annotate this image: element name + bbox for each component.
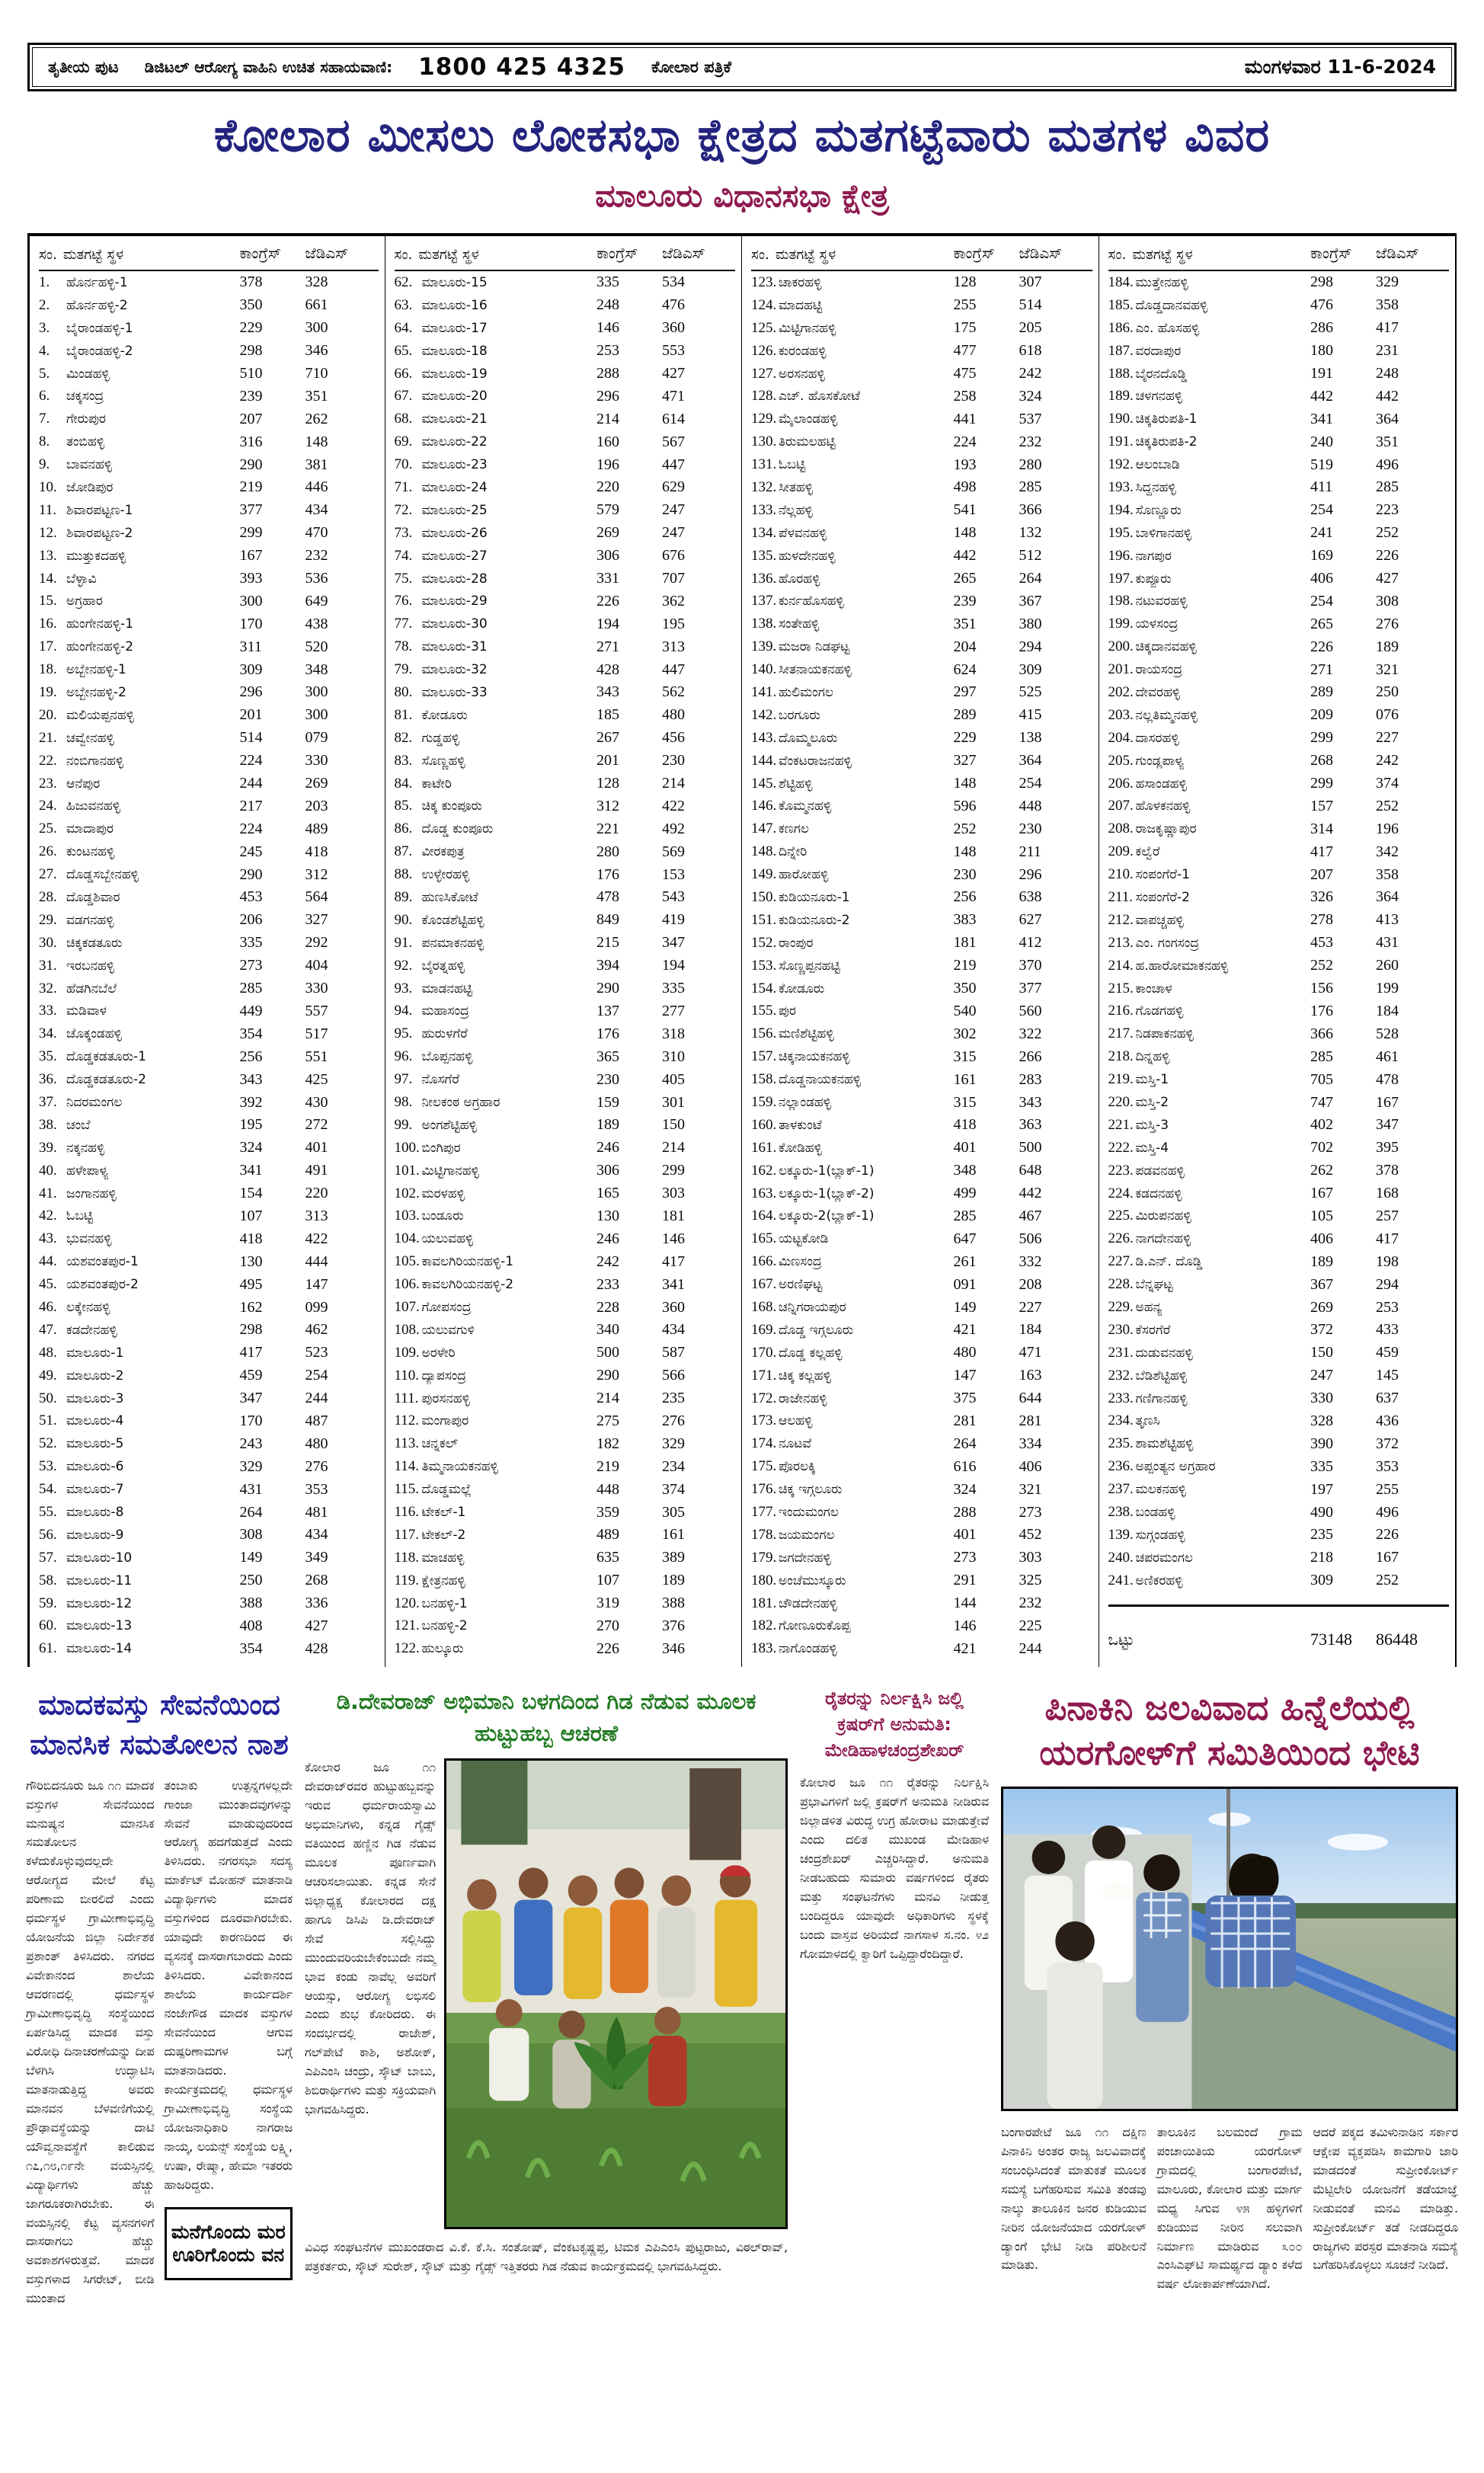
table-row: 230. ಕೆಸರಗೆರೆ 372 433 xyxy=(1108,1321,1399,1339)
table-header: ಸಂ. ಮತಗಟ್ಟೆ ಸ್ಥಳ ಕಾಂಗ್ರೆಸ್ ಜೆಡಿಎಸ್ xyxy=(1108,236,1450,271)
table-row: 147. ಕಣಗಲ 252 230 xyxy=(751,820,1042,837)
table-row: 162. ಲಕ್ಕೂರು-1(ಬ್ಲಾಕ್-1) 348 648 xyxy=(751,1162,1042,1179)
table-row: 234. ತೃಣಸಿ 328 436 xyxy=(1108,1412,1399,1429)
article-dam-col3: ಆದರೆ ಪಕ್ಕದ ತಮಿಳುನಾಡಿನ ಸರ್ಕಾರ ಆಕ್ಷೇಪ ವ್ಯಕ್ತಪಡಿಸಿ ಕಾಮಗಾರಿ ಜಾರಿ ಮಾಡದಂತೆ ಸುಪ್ರೀಂಕೋರ್ಟ್ ಮೆಟ್ಟಿಲೇರಿ ಯೋಜನೆಗೆ ತಡೆಯಾಜ್ಞೆ ನೀಡುವಂತೆ ಮನವಿ ಮಾಡಿತ್ತು. ಸುಪ್ರೀಂಕೋರ್ಟ್ ತಡೆ ನೀಡದಿದ್ದರೂ ರಾಜ್ಯಗಳು ಪರಸ್ಪರ ಮಾತನಾಡಿ ಸಮಸ್ಯೆ ಬಗೆಹರಿಸಿಕೊಳ್ಳಲು ಸೂಚನೆ ನೀಡಿದೆ. xyxy=(1313,2124,1458,2273)
table-column-2 xyxy=(385,236,742,1667)
table-row: 132. ಸೀತಹಳ್ಳಿ 498 285 xyxy=(751,478,1042,496)
table-column-4 xyxy=(1099,236,1456,1667)
article-drugs-col1: ಗೌರಿಬಿದನೂರು ಜೂ ೧೧ ಮಾದಕ ವಸ್ತುಗಳ ಸೇವನೆಯಿಂದ ಮನುಷ್ಯನ ಮಾನಸಿಕ ಸಮತೋಲನ ಕಳೆದುಕೊಳ್ಳುವುದಲ್ಲದೇ ಆರೋಗ್ಯದ ಮೇಲೆ ಕೆಟ್ಟ ಪರಿಣಾಮ ಬೀರಲಿದೆ ಎಂದು ಧರ್ಮಸ್ಥಳ ಗ್ರಾಮೀಣಾಭಿವೃದ್ಧಿ ಯೋಜನೆಯ ಜಿಲ್ಲಾ ನಿರ್ದೇಶಕ ಪ್ರಶಾಂತ್ ತಿಳಿಸಿದರು. ನಗರದ ವಿವೇಕಾನಂದ ಶಾಲೆಯ ಆವರಣದಲ್ಲಿ ಧರ್ಮಸ್ಥಳ ಗ್ರಾಮೀಣಾಭಿವೃದ್ಧಿ ಸಂಸ್ಥೆಯಿಂದ ಏರ್ಪಡಿಸಿದ್ದ ಮಾದಕ ವಸ್ತು ವಿರೋಧಿ ದಿನಾಚರಣೆಯನ್ನು ದೀಪ ಬೆಳಗಿಸಿ ಉದ್ಘಾಟಿಸಿ ಮಾತನಾಡುತ್ತಿದ್ದ ಅವರು ಮಾನವನ ಬೆಳವಣಿಗೆಯಲ್ಲಿ ಪ್ರೌಢಾವಸ್ಥೆಯನ್ನು ದಾಟಿ ಯೌವ್ವನಾವಸ್ಥೆಗೆ ಕಾಲಿಡುವ ೧೭,೧೮,೧೯ನೇ ವಯಸ್ಸಿನಲ್ಲಿ ವಿದ್ಯಾರ್ಥಿಗಳು ಹೆಚ್ಚು ಜಾಗರೂಕರಾಗಿರಬೇಕು. ಈ ವಯಸ್ಸಿನಲ್ಲಿ ಕೆಟ್ಟ ವ್ಯಸನಗಳಿಗೆ ದಾಸರಾಗಲು ಹೆಚ್ಚು ಅವಕಾಶಗಳಿರುತ್ತವೆ. ಮಾದಕ ವಸ್ತುಗಳಾದ ಸಿಗರೇಟ್, ಬೀಡಿ ಮುಂತಾದ xyxy=(26,1777,155,2306)
table-row: 167. ಅರಣಿಘಟ್ಟ 091 208 xyxy=(751,1275,1042,1293)
table-column-3 xyxy=(741,236,1099,1667)
table-row: 202. ದೇವರಹಳ್ಳಿ 289 250 xyxy=(1108,683,1399,701)
table-row: 75. ಮಾಲೂರು-28 331 707 xyxy=(394,570,685,587)
table-row: 195. ಬಾಳಿಗಾನಹಳ್ಳಿ 241 252 xyxy=(1108,524,1399,542)
table-row: 1. ಹೊರ್ನಹಳ್ಳಿ-1 378 328 xyxy=(39,274,328,291)
table-row: 205. ಗುಂಡ್ಲಪಾಳ್ಯ 268 242 xyxy=(1108,752,1399,769)
table-row: 180. ಅಂಚೆಮುಸ್ಕೂರು 291 325 xyxy=(751,1572,1042,1589)
table-row: 104. ಯಲುವಹಳ್ಳಿ 246 146 xyxy=(394,1230,685,1247)
table-row: 83. ಸೊಣ್ಣಹಳ್ಳಿ 201 230 xyxy=(394,752,685,769)
table-row: 99. ಅಂಗಶೆಟ್ಟಿಹಳ್ಳಿ 189 150 xyxy=(394,1116,685,1134)
table-row: 211. ಸಂಪಂಗೆರೆ-2 326 364 xyxy=(1108,888,1399,906)
bottom-section xyxy=(26,1685,1458,2308)
table-row: 128. ಎಚ್. ಹೊಸಕೋಟೆ 258 324 xyxy=(751,387,1042,405)
table-row: 49. ಮಾಲೂರು-2 459 254 xyxy=(39,1367,328,1384)
page-title: ಕೋಲಾರ ಮೀಸಲು ಲೋಕಸಭಾ ಕ್ಷೇತ್ರದ ಮತಗಟ್ಟೆವಾರು ಮತಗಳ ವಿವರ xyxy=(213,109,1271,162)
masthead-helpline-number: 1800 425 4325 xyxy=(418,53,625,81)
table-header: ಸಂ. ಮತಗಟ್ಟೆ ಸ್ಥಳ ಕಾಂಗ್ರೆಸ್ ಜೆಡಿಎಸ್ xyxy=(395,236,736,271)
table-row: 208. ರಾಜಕೃಷ್ಣಾಪುರ 314 196 xyxy=(1108,820,1399,837)
table-row: 130. ತಿರುಮಲಹಟ್ಟಿ 224 232 xyxy=(751,433,1042,450)
table-row: 240. ಚಪರಮಂಗಲ 218 167 xyxy=(1108,1549,1399,1566)
article-birthday xyxy=(305,1685,788,2308)
table-header: ಸಂ. ಮತಗಟ್ಟೆ ಸ್ಥಳ ಕಾಂಗ್ರೆಸ್ ಜೆಡಿಎಸ್ xyxy=(39,236,379,271)
table-row: 33. ಮಡಿವಾಳ 449 557 xyxy=(39,1002,328,1019)
table-row: 121. ಬನಹಳ್ಳಿ-2 270 376 xyxy=(394,1617,685,1634)
table-row: 60. ಮಾಲೂರು-13 408 427 xyxy=(39,1617,328,1634)
table-row: 73. ಮಾಲೂರು-26 269 247 xyxy=(394,524,685,542)
table-row: 29. ವಡಗನಹಳ್ಳಿ 206 327 xyxy=(39,911,328,929)
table-row: 106. ಕಾವಲಗಿರಿಯನಹಳ್ಳಿ-2 233 341 xyxy=(394,1275,685,1293)
table-row: 113. ಚನ್ನಕಲ್ 182 329 xyxy=(394,1435,685,1452)
table-column-1 xyxy=(27,236,385,1667)
dam-visit-photo xyxy=(1001,1787,1458,2111)
table-row: 184. ಮುತ್ತೇನಹಳ್ಳಿ 298 329 xyxy=(1108,274,1399,291)
table-row: 155. ಪುರ 540 560 xyxy=(751,1002,1042,1019)
masthead-paper-name: ಕೋಲಾರ ಪತ್ರಿಕೆ xyxy=(651,57,731,76)
table-row: 7. ಗೇರುಪುರ 207 262 xyxy=(39,410,328,427)
table-row: 111. ಪುರಸನಹಳ್ಳಿ 214 235 xyxy=(394,1390,685,1407)
table-row: 196. ನಾಗಪುರ 169 226 xyxy=(1108,547,1399,565)
table-row: 148. ದಿನ್ನೇರಿ 148 211 xyxy=(751,843,1041,860)
table-row: 23. ಆನೆಪುರ 244 269 xyxy=(39,775,328,792)
masthead-helpline-label: ಡಿಜಿಟಲ್ ಆರೋಗ್ಯ ವಾಹಿನಿ ಉಚಿತ ಸಹಾಯವಾಣಿ: xyxy=(144,58,393,76)
table-row: 194. ಸೊಣ್ಣೂರು 254 223 xyxy=(1108,501,1399,519)
table-row: 173. ಆಲಹಳ್ಳಿ 281 281 xyxy=(751,1412,1042,1429)
table-row: 20. ಮಲಿಯಪ್ಪನಹಳ್ಳಿ 201 300 xyxy=(39,706,328,724)
table-row: 98. ನೀಲಕಂಠ ಅಗ್ರಹಾರ 159 301 xyxy=(394,1093,685,1111)
table-row: 62. ಮಾಲೂರು-15 335 534 xyxy=(394,274,685,291)
table-total-row xyxy=(1108,1604,1450,1649)
table-row: 67. ಮಾಲೂರು-20 296 471 xyxy=(394,387,685,405)
table-row: 79. ಮಾಲೂರು-32 428 447 xyxy=(394,661,685,678)
masthead xyxy=(27,43,1457,91)
table-row: 31. ಇರಬನಹಳ್ಳಿ 273 404 xyxy=(39,957,328,974)
table-row: 6. ಚಕ್ಕಸಂದ್ರ 239 351 xyxy=(39,387,328,405)
table-row: 210. ಸಂಪಂಗೆರೆ-1 207 358 xyxy=(1108,865,1399,883)
table-row: 95. ಹುರುಳಗೆರೆ 176 318 xyxy=(394,1025,685,1042)
article-crusher xyxy=(800,1685,989,2308)
table-row: 40. ಹಳೇಪಾಳ್ಯ 341 491 xyxy=(39,1162,328,1179)
article-drugs-headline: ಮಾದಕವಸ್ತು ಸೇವನೆಯಿಂದ ಮಾನಸಿಕ ಸಮತೋಲನ ನಾಶ xyxy=(30,1688,289,1761)
table-row: 125. ಮಿಟ್ಟಿಗಾನಹಳ್ಳಿ 175 205 xyxy=(751,319,1042,337)
table-row: 188. ಬೈರನದೊಡ್ಡಿ 191 248 xyxy=(1108,365,1399,382)
table-row: 38. ಚಂಬೆ 195 272 xyxy=(39,1116,328,1134)
table-row: 217. ನಿಡಪಾಕನಹಳ್ಳಿ 366 528 xyxy=(1108,1025,1399,1042)
masthead-date: ಮಂಗಳವಾರ 11-6-2024 xyxy=(1244,56,1436,78)
table-row: 190. ಚಿಕ್ಕತಿರುಪತಿ-1 341 364 xyxy=(1108,410,1399,427)
table-row: 221. ಮಸ್ತಿ-3 402 347 xyxy=(1108,1116,1399,1134)
table-row: 45. ಯಶವಂತಪುರ-2 495 147 xyxy=(39,1275,328,1293)
table-row: 203. ನಲ್ಲತಿಮ್ಮನಹಳ್ಳಿ 209 076 xyxy=(1108,706,1399,724)
table-row: 179. ಜಗದೇನಹಳ್ಳಿ 273 303 xyxy=(751,1549,1042,1566)
table-row: 58. ಮಾಲೂರು-11 250 268 xyxy=(39,1572,328,1589)
table-row: 72. ಮಾಲೂರು-25 579 247 xyxy=(394,501,685,519)
table-row: 215. ಕಾಂಚಾಳ 156 199 xyxy=(1108,980,1399,997)
table-row: 237. ಮಲಕನಹಳ್ಳಿ 197 255 xyxy=(1108,1480,1399,1498)
table-row: 232. ಬೆಡಿಶೆಟ್ಟಿಹಳ್ಳಿ 247 145 xyxy=(1108,1367,1399,1384)
table-row: 222. ಮಸ್ತಿ-4 702 395 xyxy=(1108,1139,1399,1157)
table-row: 16. ಹುಂಗೇನಹಳ್ಳಿ-1 170 438 xyxy=(39,615,328,632)
table-row: 137. ಕುರ್ನಹೊಸಹಳ್ಳಿ 239 367 xyxy=(751,592,1042,609)
table-row: 204. ದಾಸರಹಳ್ಳಿ 299 227 xyxy=(1108,729,1399,747)
table-row: 185. ದೊಡ್ಡದಾನವಹಳ್ಳಿ 476 358 xyxy=(1108,296,1399,314)
table-row: 118. ಮಾಚಹಳ್ಳಿ 635 389 xyxy=(394,1549,685,1566)
table-row: 186. ಎಂ. ಹೊಸಹಳ್ಳಿ 286 417 xyxy=(1108,319,1399,337)
total-congress: 73148 xyxy=(1310,1629,1352,1649)
table-row: 154. ಕೋಡೂರು 350 377 xyxy=(751,980,1042,997)
table-row: 231. ದುಡುವನಹಳ್ಳಿ 150 459 xyxy=(1108,1344,1399,1361)
table-row: 164. ಲಕ್ಕೂರು-2(ಬ್ಲಾಕ್-1) 285 467 xyxy=(751,1207,1042,1224)
table-row: 30. ಚಿಕ್ಕಕಡತೂರು 335 292 xyxy=(39,934,328,952)
table-row: 101. ಮಿಟ್ಟಿಗಾನಹಳ್ಳಿ 306 299 xyxy=(394,1162,685,1179)
table-row: 39. ನಕ್ಕನಹಳ್ಳಿ 324 401 xyxy=(39,1139,328,1157)
page-subtitle: ಮಾಲೂರು ವಿಧಾನಸಭಾ ಕ್ಷೇತ್ರ xyxy=(595,178,889,214)
table-row: 107. ಗೋಪಸಂದ್ರ 228 360 xyxy=(394,1298,685,1316)
table-row: 32. ಹೆಡಗಿನಬೆಲೆ 285 330 xyxy=(39,980,328,997)
table-row: 129. ಮೈಲಾಂಡಹಳ್ಳಿ 441 537 xyxy=(751,410,1042,427)
table-row: 199. ಯಳಸಂದ್ರ 265 276 xyxy=(1108,615,1399,632)
table-row: 9. ಬಾವನಹಳ್ಳಿ 290 381 xyxy=(39,456,328,473)
table-row: 11. ಶಿವಾರಪಟ್ಟಣ-1 377 434 xyxy=(39,501,328,519)
article-dam-col2: ತಾಲೂಕಿನ ಬಲಮಂದೆ ಗ್ರಾಮ ಪಂಚಾಯಿತಿಯ ಯರಗೋಳ್ ಗ್ರಾಮದಲ್ಲಿ ಬಂಗಾರಪೇಟೆ, ಮಾಲೂರು, ಕೋಲಾರ ಮತ್ತು ಮಾರ್ಗ ಮಧ್ಯ ಸಿಗುವ ೪೫ ಹಳ್ಳಿಗಳಿಗೆ ಕುಡಿಯುವ ನೀರಿನ ಸಲುವಾಗಿ ನಿರ್ಮಾಣ ಮಾಡಿರುವ ೩೦೦ ಎಂಸಿಎಫ್‌ಟಿ ಸಾಮರ್ಥ್ಯದ ಡ್ಯಾಂ ಕಳೆದ ವರ್ಷ ಲೋಕಾರ್ಪಣೆಯಾಗಿದೆ. xyxy=(1156,2124,1303,2292)
table-row: 216. ಗೊಡಗಹಳ್ಳಿ 176 184 xyxy=(1108,1002,1399,1019)
table-row: 48. ಮಾಲೂರು-1 417 523 xyxy=(39,1344,328,1361)
article-birthday-headline: ಡಿ.ದೇವರಾಜ್ ಅಭಿಮಾನಿ ಬಳಗದಿಂದ ಗಿಡ ನೆಡುವ ಮೂಲಕ ಹುಟ್ಟುಹಬ್ಬ ಆಚರಣೆ xyxy=(336,1688,756,1747)
table-row: 227. ಡಿ.ಎನ್. ದೊಡ್ಡಿ 189 198 xyxy=(1108,1252,1399,1270)
table-row: 135. ಹುಳದೇನಹಳ್ಳಿ 442 512 xyxy=(751,547,1042,565)
table-row: 233. ಗಣಿಗಾನಹಳ್ಳಿ 330 637 xyxy=(1108,1390,1399,1407)
table-row: 82. ಗುಡ್ಡಹಳ್ಳಿ 267 456 xyxy=(394,729,685,747)
table-row: 228. ಬೆನ್ನಘಟ್ಟ 367 294 xyxy=(1108,1275,1399,1293)
table-row: 169. ದೊಡ್ಡ ಇಗ್ಗಲೂರು 421 184 xyxy=(751,1321,1042,1339)
table-row: 25. ಮಾದಾಪುರ 224 489 xyxy=(39,820,328,837)
table-row: 223. ಪಡವನಹಳ್ಳಿ 262 378 xyxy=(1108,1162,1399,1179)
table-row: 63. ಮಾಲೂರು-16 248 476 xyxy=(394,296,685,314)
table-row: 50. ಮಾಲೂರು-3 347 244 xyxy=(39,1390,328,1407)
table-row: 4. ಬೈರಾಂಡಹಳ್ಳಿ-2 298 346 xyxy=(39,342,328,360)
table-row: 214. ಹ.ಹಾರೋಮಾಕನಹಳ್ಳಿ 252 260 xyxy=(1108,957,1399,974)
table-row: 191. ಚಿಕ್ಕತಿರುಪತಿ-2 240 351 xyxy=(1108,433,1399,450)
table-row: 117. ಟೇಕಲ್-2 489 161 xyxy=(394,1526,685,1544)
masthead-page-label: ತೃತೀಯ ಪುಟ xyxy=(48,57,119,76)
table-row: 183. ನಾಗೊಂಡಹಳ್ಳಿ 421 244 xyxy=(751,1640,1042,1657)
table-row: 110. ದ್ಯಾಪಸಂದ್ರ 290 566 xyxy=(394,1367,685,1384)
table-row: 55. ಮಾಲೂರು-8 264 481 xyxy=(39,1503,328,1521)
table-row: 236. ಅಪ್ಪಂತ್ಯನ ಅಗ್ರಹಾರ 335 353 xyxy=(1108,1457,1399,1475)
table-row: 122. ಹುಲ್ಕೂರು 226 346 xyxy=(394,1640,685,1657)
table-row: 81. ಕೋಡೂರು 185 480 xyxy=(394,706,685,724)
table-row: 87. ವೀರಕಪುತ್ರ 280 569 xyxy=(394,843,685,860)
table-row: 71. ಮಾಲೂರು-24 220 629 xyxy=(394,478,685,496)
table-row: 158. ದೊಡ್ಡನಾಯಕನಹಳ್ಳಿ 161 283 xyxy=(751,1070,1042,1088)
table-row: 91. ಪನಮಾಕನಹಳ್ಳಿ 215 347 xyxy=(394,934,685,952)
table-row: 146. ಕೊಮ್ಮನಹಳ್ಳಿ 596 448 xyxy=(751,797,1042,814)
article-dam-headline: ಪಿನಾಕಿನಿ ಜಲವಿವಾದ ಹಿನ್ನೆಲೆಯಲ್ಲಿ ಯರಗೋಳ್‌ಗೆ ಸಮಿತಿಯಿಂದ ಭೇಟಿ xyxy=(1039,1688,1420,1774)
table-row: 13. ಮುತ್ತುಕದಹಳ್ಳಿ 167 232 xyxy=(39,547,328,565)
table-row: 127. ಅರಸನಹಳ್ಳಿ 475 242 xyxy=(751,365,1042,382)
table-row: 144. ವೆಂಕಟರಾಜನಹಳ್ಳಿ 327 364 xyxy=(751,752,1042,769)
table-row: 18. ಅಬ್ಬೇನಹಳ್ಳಿ-1 309 348 xyxy=(39,661,328,678)
table-row: 198. ನಟುವರಹಳ್ಳಿ 254 308 xyxy=(1108,592,1399,609)
table-row: 139. ಮಜರಾ ನಿಡಘಟ್ಟ 204 294 xyxy=(751,638,1042,655)
table-row: 90. ಕೊಂಡಶೆಟ್ಟಿಹಳ್ಳಿ 849 419 xyxy=(394,911,685,929)
table-row: 94. ಮಹಾಸಂದ್ರ 137 277 xyxy=(394,1002,685,1019)
table-row: 161. ಕೋಡಿಹಳ್ಳಿ 401 500 xyxy=(751,1139,1042,1157)
table-row: 14. ಬೆಳ್ಳಾವಿ 393 536 xyxy=(39,570,328,587)
table-row: 165. ಯಟ್ಟಕೋಡಿ 647 506 xyxy=(751,1230,1042,1247)
table-row: 123. ಚಾಕರಹಳ್ಳಿ 128 307 xyxy=(751,274,1042,291)
article-drugs xyxy=(26,1685,293,2308)
table-row: 159. ನಲ್ಲಾಂಡಹಳ್ಳಿ 315 343 xyxy=(751,1093,1042,1111)
dam-visit-photo-art xyxy=(1003,1789,1456,2109)
table-row: 207. ಹೊಳಕನಹಳ್ಳಿ 157 252 xyxy=(1108,797,1399,814)
table-row: 138. ಸಂತೇಹಳ್ಳಿ 351 380 xyxy=(751,615,1042,632)
table-row: 80. ಮಾಲೂರು-33 343 562 xyxy=(394,683,685,701)
table-row: 97. ನೊಸಗೆರೆ 230 405 xyxy=(394,1070,685,1088)
table-row: 143. ದೊಮ್ಮಲೂರು 229 138 xyxy=(751,729,1042,747)
table-row: 140. ಸೀತನಾಯಕನಹಳ್ಳಿ 624 309 xyxy=(751,661,1042,678)
table-row: 126. ಕುರಂಡಹಳ್ಳಿ 477 618 xyxy=(751,342,1042,360)
table-row: 178. ಜಯಮಂಗಲ 401 452 xyxy=(751,1526,1042,1544)
table-row: 76. ಮಾಲೂರು-29 226 362 xyxy=(394,592,685,609)
table-row: 218. ದಿನ್ನಹಳ್ಳಿ 285 461 xyxy=(1108,1048,1399,1065)
table-row: 61. ಮಾಲೂರು-14 354 428 xyxy=(39,1640,328,1657)
results-table xyxy=(27,233,1457,1667)
table-row: 160. ತಾಳಕುಂಟೆ 418 363 xyxy=(751,1116,1042,1134)
table-row: 28. ದೊಡ್ಡಶಿವಾರ 453 564 xyxy=(39,888,328,906)
article-crusher-headline: ರೈತರನ್ನು ನಿರ್ಲಕ್ಷಿಸಿ ಜಲ್ಲಿ ಕ್ರಷರ್‌ಗೆ ಅನುಮತಿ: ಮೇಡಿಹಾಳಚಂದ್ರಶೇಖರ್ xyxy=(824,1688,964,1761)
table-row: 2. ಹೊರ್ನಹಳ್ಳಿ-2 350 661 xyxy=(39,296,328,314)
table-row: 36. ದೊಡ್ಡಕಡತೂರು-2 343 425 xyxy=(39,1070,328,1088)
table-row: 152. ರಾಂಪುರ 181 412 xyxy=(751,934,1042,952)
table-row: 150. ಕುಡಿಯನೂರು-1 256 638 xyxy=(751,888,1042,906)
table-row: 182. ಗೋಣೂರುಕೊಪ್ಪ 146 225 xyxy=(751,1617,1042,1634)
table-row: 74. ಮಾಲೂರು-27 306 676 xyxy=(394,547,685,565)
table-row: 12. ಶಿವಾರಪಟ್ಟಣ-2 299 470 xyxy=(39,524,328,542)
table-row: 66. ಮಾಲೂರು-19 288 427 xyxy=(394,365,685,382)
table-row: 52. ಮಾಲೂರು-5 243 480 xyxy=(39,1435,328,1452)
table-row: 88. ಉಳ್ಳೇರಹಳ್ಳಿ 176 153 xyxy=(394,865,685,883)
table-row: 235. ಶಾಮಶೆಟ್ಟಿಹಳ್ಳಿ 390 372 xyxy=(1108,1435,1399,1452)
table-row: 47. ಕಡದೇನಹಳ್ಳಿ 298 462 xyxy=(39,1321,328,1339)
table-row: 153. ಸೊಣ್ಣಪ್ಪನಹಟ್ಟಿ 219 370 xyxy=(751,957,1042,974)
table-row: 224. ಕಡದನಹಳ್ಳಿ 167 168 xyxy=(1108,1185,1399,1202)
table-row: 163. ಲಕ್ಕೂರು-1(ಬ್ಲಾಕ್-2) 499 442 xyxy=(751,1185,1042,1202)
table-row: 93. ಮಾಡನಹಟ್ಟಿ 290 335 xyxy=(394,980,685,997)
article-drugs-col2: ತಂಬಾಕು ಉತ್ಪನ್ನಗಳಲ್ಲದೇ ಗಾಂಜಾ ಮುಂತಾದವುಗಳನ್ನು ಸೇವನೆ ಮಾಡುವುದರಿಂದ ಆರೋಗ್ಯ ಹದಗೆಡುತ್ತದೆ ಎಂದು ತಿಳಿಸಿದರು. ನಗರಸಭಾ ಸದಸ್ಯ ಮಾರ್ಕೆಟ್ ಮೋಹನ್ ಮಾತನಾಡಿ ವಿದ್ಯಾರ್ಥಿಗಳು ಮಾದಕ ವಸ್ತುಗಳಿಂದ ದೂರವಾಗಿರಬೇಕು. ಯಾವುದೇ ಕಾರಣದಿಂದ ಈ ವ್ಯಸನಕ್ಕೆ ದಾಸರಾಗಬಾರದು ಎಂದು ತಿಳಿಸಿದರು. ವಿವೇಕಾನಂದ ಶಾಲೆಯ ಕಾರ್ಯದರ್ಶಿ ನಂಜೇಗೌಡ ಮಾದಕ ವಸ್ತುಗಳ ಸೇವನೆಯಿಂದ ಆಗುವ ದುಷ್ಪರಿಣಾಮಗಳ ಬಗ್ಗೆ ಮಾತನಾಡಿದರು. ಕಾರ್ಯಕ್ರಮದಲ್ಲಿ ಧರ್ಮಸ್ಥಳ ಗ್ರಾಮೀಣಾಭಿವೃದ್ಧಿ ಸಂಸ್ಥೆಯ ಯೋಜನಾಧಿಕಾರಿ ನಾಗರಾಜ ನಾಯ್ಕ, ಲಯನ್ಸ್ ಸಂಸ್ಥೆಯ ಲಕ್ಷ್ಮಿ, ಉಷಾ, ರೇಷ್ಮಾ, ಹೇಮಾ ಇತರರು ಹಾಜರಿದ್ದರು. xyxy=(164,1777,293,2192)
table-row: 174. ನೂಟವೆ 264 334 xyxy=(751,1435,1042,1452)
table-row: 192. ಆಲಂಬಾಡಿ 519 496 xyxy=(1108,456,1399,473)
table-row: 41. ಜಂಗಾನಹಳ್ಳಿ 154 220 xyxy=(39,1185,328,1202)
total-label: ಒಟ್ಟು xyxy=(1108,1630,1134,1649)
table-row: 238. ಬಂಡಹಳ್ಳಿ 490 496 xyxy=(1108,1503,1399,1521)
table-row: 229. ಅಹನ್ಯ 269 253 xyxy=(1108,1298,1399,1316)
table-row: 213. ಎಂ. ಗಂಗಸಂದ್ರ 453 431 xyxy=(1108,934,1399,952)
table-row: 134. ಪೆಳವನಹಳ್ಳಿ 148 132 xyxy=(751,524,1042,542)
table-row: 176. ಚಿಕ್ಕ ಇಗ್ಗಲೂರು 324 321 xyxy=(751,1480,1042,1498)
table-row: 86. ದೊಡ್ಡ ಕುಂಪೂರು 221 492 xyxy=(394,820,685,837)
table-row: 136. ಹೊರಹಳ್ಳಿ 265 264 xyxy=(751,570,1042,587)
table-row: 24. ಹಿಜುವನಹಳ್ಳಿ 217 203 xyxy=(39,797,328,814)
table-row: 10. ಜೋಡಿಪುರ 219 446 xyxy=(39,478,328,496)
table-row: 100. ಬಿಂಗಿಪುರ 246 214 xyxy=(394,1139,685,1157)
table-row: 84. ಕಾಟೇರಿ 128 214 xyxy=(394,775,685,792)
table-row: 89. ಹುಣಸಿಕೋಟೆ 478 543 xyxy=(394,888,685,906)
article-dam-col1: ಬಂಗಾರಪೇಟೆ ಜೂ ೧೧ ದಕ್ಷಿಣ ಪಿನಾಕಿನಿ ಅಂತರ ರಾಜ್ಯ ಜಲವಿವಾದಕ್ಕೆ ಸಂಬಂಧಿಸಿದಂತೆ ಮಾತುಕತೆ ಮೂಲಕ ಸಮಸ್ಯೆ ಬಗೆಹರಿಸುವ ಸಮಿತಿ ತಂಡವು ನಾಲ್ಕು ತಾಲೂಕಿನ ಜನರ ಕುಡಿಯುವ ನೀರಿನ ಯೋಜನೆಯಾದ ಯರಗೋಳ್ ಡ್ಯಾಂಗೆ ಭೇಟಿ ನೀಡಿ ಪರಿಶೀಲನೆ ಮಾಡಿತು. xyxy=(1001,2124,1147,2273)
table-row: 68. ಮಾಲೂರು-21 214 614 xyxy=(394,410,685,427)
table-row: 92. ಬೈರತ್ನಹಳ್ಳಿ 394 194 xyxy=(394,957,685,974)
table-row: 156. ಮಣಿಶೆಟ್ಟಿಹಳ್ಳಿ 302 322 xyxy=(751,1025,1042,1042)
table-row: 51. ಮಾಲೂರು-4 170 487 xyxy=(39,1412,328,1429)
table-row: 119. ಕ್ಷೇತ್ರನಹಳ್ಳಿ 107 189 xyxy=(394,1572,685,1589)
table-row: 241. ಅಣಿಕರಹಳ್ಳಿ 309 252 xyxy=(1108,1572,1399,1589)
table-row: 59. ಮಾಲೂರು-12 388 336 xyxy=(39,1595,328,1612)
table-row: 168. ಚನ್ನಿಗರಾಯಪುರ 149 227 xyxy=(751,1298,1042,1316)
table-row: 64. ಮಾಲೂರು-17 146 360 xyxy=(394,319,685,337)
table-row: 5. ಮಿಂಡಹಳ್ಳಿ 510 710 xyxy=(39,365,328,382)
table-row: 212. ವಾಪಚ್ಚಹಳ್ಳಿ 278 413 xyxy=(1108,911,1399,929)
table-row: 17. ಹುಂಗೇನಹಳ್ಳಿ-2 311 520 xyxy=(39,638,328,655)
table-row: 201. ರಾಯಸಂದ್ರ 271 321 xyxy=(1108,661,1399,678)
tree-planting-photo xyxy=(444,1758,788,2229)
table-row: 116. ಟೇಕಲ್-1 359 305 xyxy=(394,1503,685,1521)
table-row: 114. ತಿಮ್ಮನಾಯಕನಹಳ್ಳಿ 219 234 xyxy=(394,1457,685,1475)
table-row: 3. ಬೈರಾಂಡಹಳ್ಳಿ-1 229 300 xyxy=(39,319,328,337)
table-row: 15. ಅಗ್ರಹಾರ 300 649 xyxy=(39,592,328,609)
table-row: 77. ಮಾಲೂರು-30 194 195 xyxy=(394,615,685,632)
table-row: 37. ನಿದರಮಂಗಲ 392 430 xyxy=(39,1093,328,1111)
table-row: 181. ಚೌಡದೇನಹಳ್ಳಿ 144 232 xyxy=(751,1595,1042,1612)
table-row: 69. ಮಾಲೂರು-22 160 567 xyxy=(394,433,685,450)
table-row: 200. ಚಿಕ್ಕದಾನವಹಳ್ಳಿ 226 189 xyxy=(1108,638,1399,655)
table-header: ಸಂ. ಮತಗಟ್ಟೆ ಸ್ಥಳ ಕಾಂಗ್ರೆಸ್ ಜೆಡಿಎಸ್ xyxy=(751,236,1092,271)
table-row: 65. ಮಾಲೂರು-18 253 553 xyxy=(394,342,685,360)
table-row: 26. ಕುಂಟನಹಳ್ಳಿ 245 418 xyxy=(39,843,328,860)
table-row: 108. ಯಲುವಗುಳಿ 340 434 xyxy=(394,1321,685,1339)
total-jds: 86448 xyxy=(1376,1629,1418,1649)
table-row: 27. ದೊಡ್ಡಸಬ್ಬೇನಹಳ್ಳಿ 290 312 xyxy=(39,865,328,883)
table-row: 56. ಮಾಲೂರು-9 308 434 xyxy=(39,1526,328,1544)
table-row: 22. ನಂಬಿಗಾನಹಳ್ಳಿ 224 330 xyxy=(39,752,328,769)
table-row: 102. ಮರಳಹಳ್ಳಿ 165 303 xyxy=(394,1185,685,1202)
table-row: 120. ಬನಹಳ್ಳಿ-1 319 388 xyxy=(394,1595,685,1612)
article-crusher-body: ಕೋಲಾರ ಜೂ ೧೧ ರೈತರನ್ನು ನಿರ್ಲಕ್ಷಿಸಿ ಪ್ರಭಾವಿಗಳಿಗೆ ಜಲ್ಲಿ ಕ್ರಷರ್‌ಗೆ ಅನುಮತಿ ನೀಡಿರುವ ಜಿಲ್ಲಾಡಳಿತ ವಿರುದ್ಧ ಉಗ್ರ ಹೋರಾಟ ಮಾಡುತ್ತೇವೆ ಎಂದು ದಲಿತ ಮುಖಂಡ ಮೇಡಿಹಾಳ ಚಂದ್ರಶೇಖರ್ ಎಚ್ಚರಿಸಿದ್ದಾರೆ. ಅನುಮತಿ ನೀಡಬಹುದು ಸುಮಾರು ವರ್ಷಗಳಿಂದ ರೈತರು ಮತ್ತು ಸಂಘಟನೆಗಳು ಮನವಿ ನೀಡುತ್ತ ಬಂದಿದ್ದರೂ ಯಾವುದೇ ಅಧಿಕಾರಿಗಳು ಸ್ಥಳಕ್ಕೆ ಬಂದು ವಾಸ್ತವ ಅರಿಯದೆ ನಾಗಸಾಳ ಸ.ನಂ. ೪೨ ಗೋಮಾಳದಲ್ಲಿ ಕ್ವಾರಿಗೆ ಒಪ್ಪಿದ್ದಾರೆಂದಿದ್ದಾರೆ. xyxy=(800,1775,989,1961)
table-row: 44. ಯಶವಂತಪುರ-1 130 444 xyxy=(39,1252,328,1270)
article-dam xyxy=(1001,1685,1458,2308)
table-row: 206. ಹಸಾಂಡಹಳ್ಳಿ 299 374 xyxy=(1108,775,1399,792)
table-row: 145. ಶೆಟ್ಟಿಹಳ್ಳಿ 148 254 xyxy=(751,775,1042,792)
table-row: 170. ದೊಡ್ಡ ಕಲ್ಲಹಳ್ಳಿ 480 471 xyxy=(751,1344,1042,1361)
table-row: 151. ಕುಡಿಯನೂರು-2 383 627 xyxy=(751,911,1042,929)
table-row: 85. ಚಿಕ್ಕ ಕುಂಪೂರು 312 422 xyxy=(394,797,685,814)
table-row: 225. ಮಿರುಪನಹಳ್ಳಿ 105 257 xyxy=(1108,1207,1399,1224)
table-row: 53. ಮಾಲೂರು-6 329 276 xyxy=(39,1457,328,1475)
table-row: 177. ಇಂದುಮಂಗಲ 288 273 xyxy=(751,1503,1042,1521)
table-row: 220. ಮಸ್ತಿ-2 747 167 xyxy=(1108,1093,1399,1111)
table-row: 226. ನಾಗದೇನಹಳ್ಳಿ 406 417 xyxy=(1108,1230,1399,1247)
table-row: 105. ಕಾವಲಗಿರಿಯನಹಳ್ಳಿ-1 242 417 xyxy=(394,1252,685,1270)
table-row: 142. ಬರಗೂರು 289 415 xyxy=(751,706,1042,724)
table-row: 131. ಓಬಟ್ಟಿ 193 280 xyxy=(751,456,1042,473)
table-row: 115. ದೊಡ್ಡಮಲ್ಲೆ 448 374 xyxy=(394,1480,685,1498)
table-row: 70. ಮಾಲೂರು-23 196 447 xyxy=(394,456,685,473)
table-row: 197. ಕುಪ್ಪೂರು 406 427 xyxy=(1108,570,1399,587)
table-row: 141. ಹುಲಿಮಂಗಲ 297 525 xyxy=(751,683,1042,701)
table-row: 193. ಸಿದ್ದನಹಳ್ಳಿ 411 285 xyxy=(1108,478,1399,496)
table-row: 54. ಮಾಲೂರು-7 431 353 xyxy=(39,1480,328,1498)
table-row: 209. ಕಲ್ವೆರೆ 417 342 xyxy=(1108,843,1399,860)
table-row: 149. ಹಾರೋಹಳ್ಳಿ 230 296 xyxy=(751,865,1042,883)
table-row: 189. ಚಳಗನಹಳ್ಳಿ 442 442 xyxy=(1108,387,1399,405)
table-row: 112. ಮಂಗಾಪುರ 275 276 xyxy=(394,1412,685,1429)
table-row: 21. ಚವ್ವೇನಹಳ್ಳಿ 514 079 xyxy=(39,729,328,747)
table-row: 96. ಬೊಪ್ಪನಹಳ್ಳಿ 365 310 xyxy=(394,1048,685,1065)
table-row: 172. ರಾಜೇನಹಳ್ಳಿ 375 644 xyxy=(751,1390,1042,1407)
table-row: 187. ವರದಾಪುರ 180 231 xyxy=(1108,342,1399,360)
table-row: 133. ನೆಲ್ಲಹಳ್ಳಿ 541 366 xyxy=(751,501,1042,519)
table-row: 8. ತಂಬಿಹಳ್ಳಿ 316 148 xyxy=(39,433,328,450)
table-row: 46. ಲಕ್ಕೇನಹಳ್ಳಿ 162 099 xyxy=(39,1298,328,1316)
article-birthday-bottom: ವಿವಿಧ ಸಂಘಟನೆಗಳ ಮುಖಂಡರಾದ ವಿ.ಕೆ. ಕೆ.ಸಿ. ಸಂತೋಷ್, ವೆಂಕಟಕೃಷ್ಣಪ್ಪ, ಟಿಮಕ ಎಪಿಎಂಸಿ ಪುಟ್ಟರಾಜು, ವಿಠಲ್‌ರಾವ್, ಪತ್ರಕರ್ತರು, ಸ್ಕೌಟ್ ಸುರೇಶ್, ಸ್ಕೌಟ್ ಮತ್ತು ಗೈಡ್ಸ್ ಇತ್ತಿತರರು ಗಿಡ ನೆಡುವ ಕಾರ್ಯಕ್ರಮದಲ್ಲಿ ಭಾಗವಹಿಸಿದ್ದರು. xyxy=(305,2240,788,2274)
table-row: 78. ಮಾಲೂರು-31 271 313 xyxy=(394,638,685,655)
table-row: 171. ಚಿಕ್ಕ ಕಲ್ಲಹಳ್ಳಿ 147 163 xyxy=(751,1367,1042,1384)
table-row: 109. ಅರಳೇರಿ 500 587 xyxy=(394,1344,685,1361)
table-row: 139. ಸುಗ್ಗಂಡಹಳ್ಳಿ 235 226 xyxy=(1108,1526,1399,1544)
table-row: 175. ಪೊರಲಕ್ಕಿ 616 406 xyxy=(751,1457,1042,1475)
tree-planting-photo-art xyxy=(446,1761,785,2227)
table-row: 57. ಮಾಲೂರು-10 149 349 xyxy=(39,1549,328,1566)
table-row: 43. ಭುವನಹಳ್ಳಿ 418 422 xyxy=(39,1230,328,1247)
table-row: 103. ಬಂಡೂರು 130 181 xyxy=(394,1207,685,1224)
table-row: 124. ಮಾದಹಟ್ಟಿ 255 514 xyxy=(751,296,1042,314)
table-row: 157. ಚಿಕ್ಕನಾಯಕನಹಳ್ಳಿ 315 266 xyxy=(751,1048,1042,1065)
table-row: 35. ದೊಡ್ಡಕಡತೂರು-1 256 551 xyxy=(39,1048,328,1065)
table-row: 34. ಚೊಕ್ಕಂಡಹಳ್ಳಿ 354 517 xyxy=(39,1025,328,1042)
table-row: 19. ಅಬ್ಬೇನಹಳ್ಳಿ-2 296 300 xyxy=(39,683,328,701)
article-birthday-side-col: ಕೋಲಾರ ಜೂ ೧೧ ದೇವರಾಜ್‌ರವರ ಹುಟ್ಟುಹಬ್ಬವನ್ನು ಇರುವ ಧರ್ಮರಾಯಸ್ವಾಮಿ ಅಭಿಮಾನಿಗಳು, ಕನ್ನಡ ಗೈಡ್ಸ್ ವತಿಯಿಂದ ಹಣ್ಣಿನ ಗಿಡ ನೆಡುವ ಮೂಲಕ ಪೂರ್ಣವಾಗಿ ಆಚರಿಸಲಾಯಿತು. ಕನ್ನಡ ಸೇನೆ ಜಿಲ್ಲಾಧ್ಯಕ್ಷ ಕೋಲಾರದ ದಕ್ಷ ಹಾಗೂ ಡಿಸಿಪಿ ಡಿ.ದೇವರಾಜ್ ಸೇವೆ ಸಲ್ಲಿಸಿದ್ದು ಮುಂದುವರಿಯಬೇಕೆಂಬುದೇ ನಮ್ಮ ಭಾವ ಕಂಡು ನಾವೆಲ್ಲ ಅವರಿಗೆ ಆಯಸ್ಸು, ಆರೋಗ್ಯ ಲಭಿಸಲಿ ಎಂದು ಶುಭ ಕೋರಿದರು. ಈ ಸಂದರ್ಭದಲ್ಲಿ ರಾಜೇಶ್, ಗಲ್‌ಪೇಟೆ ಕಾಶಿ, ಅಶೋಕ್, ಎಪಿಎಂಸಿ ಚಂದ್ರು, ಸ್ಕೌಟ್ ಬಾಬು, ಶಿಬಿರಾರ್ಥಿಗಳು ಮತ್ತು ಸಕ್ರಿಯವಾಗಿ ಭಾಗವಹಿಸಿದ್ದರು. xyxy=(305,1760,436,2117)
tree-slogan-box: ಮನೆಗೊಂದು ಮರ ಊರಿಗೊಂದು ವನ xyxy=(165,2207,293,2280)
table-row: 166. ಮಿಣಸಂದ್ರ 261 332 xyxy=(751,1252,1042,1270)
table-row: 219. ಮಸ್ತಿ-1 705 478 xyxy=(1108,1070,1399,1088)
table-row: 42. ಓಬಟ್ಟಿ 107 313 xyxy=(39,1207,328,1224)
